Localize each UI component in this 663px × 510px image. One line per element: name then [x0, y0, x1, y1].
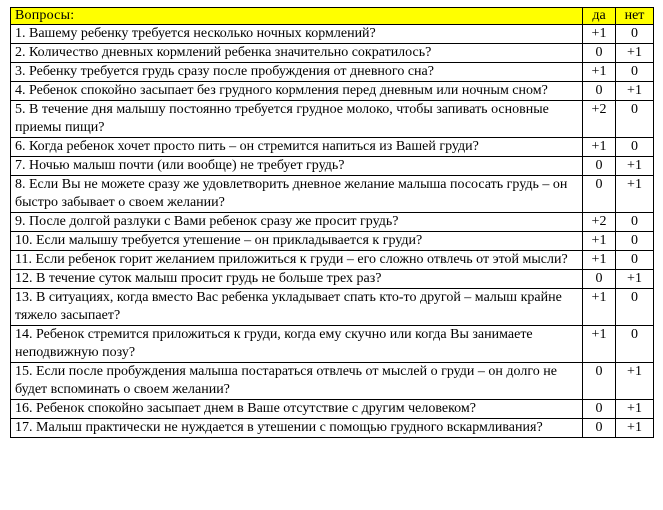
- yes-score-cell: +1: [583, 232, 616, 251]
- yes-score-cell: +1: [583, 25, 616, 44]
- yes-score-cell: 0: [583, 176, 616, 213]
- table-row: [11, 101, 654, 138]
- table-row: [11, 176, 654, 213]
- table-row: [11, 326, 654, 363]
- question-cell: 16. Ребенок спокойно засыпает днем в Ваше отсутствие с другим человеком?: [11, 400, 583, 419]
- yes-score-cell: 0: [583, 400, 616, 419]
- table-row: [11, 63, 654, 82]
- table-row: [11, 270, 654, 289]
- header-questions: Вопросы:: [11, 8, 583, 25]
- question-cell: 17. Малыш практически не нуждается в утешении с помощью грудного вскармливания?: [11, 419, 583, 438]
- no-score-cell: 0: [616, 251, 654, 270]
- no-score-cell: 0: [616, 63, 654, 82]
- question-cell: 7. Ночью малыш почти (или вообще) не требует грудь?: [11, 157, 583, 176]
- yes-score-cell: 0: [583, 44, 616, 63]
- table-row: [11, 25, 654, 44]
- question-cell: 2. Количество дневных кормлений ребенка значительно сократилось?: [11, 44, 583, 63]
- no-score-cell: +1: [616, 363, 654, 400]
- yes-score-cell: 0: [583, 270, 616, 289]
- no-score-cell: +1: [616, 400, 654, 419]
- yes-score-cell: 0: [583, 157, 616, 176]
- yes-score-cell: +2: [583, 213, 616, 232]
- table-row: [11, 251, 654, 270]
- no-score-cell: +1: [616, 270, 654, 289]
- no-score-cell: +1: [616, 419, 654, 438]
- yes-score-cell: 0: [583, 82, 616, 101]
- table-row: [11, 157, 654, 176]
- table-row: [11, 232, 654, 251]
- no-score-cell: +1: [616, 44, 654, 63]
- no-score-cell: 0: [616, 326, 654, 363]
- yes-score-cell: +1: [583, 251, 616, 270]
- question-cell: 13. В ситуациях, когда вместо Вас ребенка укладывает спать кто-то другой – малыш крайне тяжело засыпает?: [11, 289, 583, 326]
- table-row: [11, 400, 654, 419]
- no-score-cell: 0: [616, 25, 654, 44]
- yes-score-cell: +2: [583, 101, 616, 138]
- question-cell: 11. Если ребенок горит желанием приложиться к груди – его сложно отвлечь от этой мысли?: [11, 251, 583, 270]
- header-no: нет: [616, 8, 654, 25]
- yes-score-cell: +1: [583, 326, 616, 363]
- no-score-cell: 0: [616, 101, 654, 138]
- no-score-cell: +1: [616, 82, 654, 101]
- table-row: [11, 213, 654, 232]
- question-cell: 14. Ребенок стремится приложиться к груди, когда ему скучно или когда Вы занимаете неподвижную позу?: [11, 326, 583, 363]
- header-yes: да: [583, 8, 616, 25]
- question-cell: 4. Ребенок спокойно засыпает без грудного кормления перед дневным или ночным сном?: [11, 82, 583, 101]
- no-score-cell: 0: [616, 213, 654, 232]
- no-score-cell: 0: [616, 138, 654, 157]
- question-cell: 6. Когда ребенок хочет просто пить – он стремится напиться из Вашей груди?: [11, 138, 583, 157]
- table-row: [11, 289, 654, 326]
- no-score-cell: +1: [616, 157, 654, 176]
- question-cell: 3. Ребенку требуется грудь сразу после пробуждения от дневного сна?: [11, 63, 583, 82]
- yes-score-cell: +1: [583, 63, 616, 82]
- question-cell: 15. Если после пробуждения малыша постараться отвлечь от мыслей о груди – он долго не будет вспоминать о своем желании?: [11, 363, 583, 400]
- question-cell: 8. Если Вы не можете сразу же удовлетворить дневное желание малыша пососать грудь – он быстро забывает о своем желании?: [11, 176, 583, 213]
- question-cell: 1. Вашему ребенку требуется несколько ночных кормлений?: [11, 25, 583, 44]
- yes-score-cell: 0: [583, 363, 616, 400]
- table-row: [11, 44, 654, 63]
- question-cell: 10. Если малышу требуется утешение – он прикладывается к груди?: [11, 232, 583, 251]
- table-row: [11, 138, 654, 157]
- table-row: [11, 82, 654, 101]
- question-cell: 9. После долгой разлуки с Вами ребенок сразу же просит грудь?: [11, 213, 583, 232]
- no-score-cell: +1: [616, 176, 654, 213]
- yes-score-cell: +1: [583, 138, 616, 157]
- no-score-cell: 0: [616, 232, 654, 251]
- questionnaire-table: [10, 7, 654, 438]
- yes-score-cell: +1: [583, 289, 616, 326]
- header-row: [11, 8, 654, 25]
- table-row: [11, 419, 654, 438]
- no-score-cell: 0: [616, 289, 654, 326]
- yes-score-cell: 0: [583, 419, 616, 438]
- question-cell: 5. В течение дня малышу постоянно требуется грудное молоко, чтобы запивать основные приемы пищи?: [11, 101, 583, 138]
- table-row: [11, 363, 654, 400]
- question-cell: 12. В течение суток малыш просит грудь не больше трех раз?: [11, 270, 583, 289]
